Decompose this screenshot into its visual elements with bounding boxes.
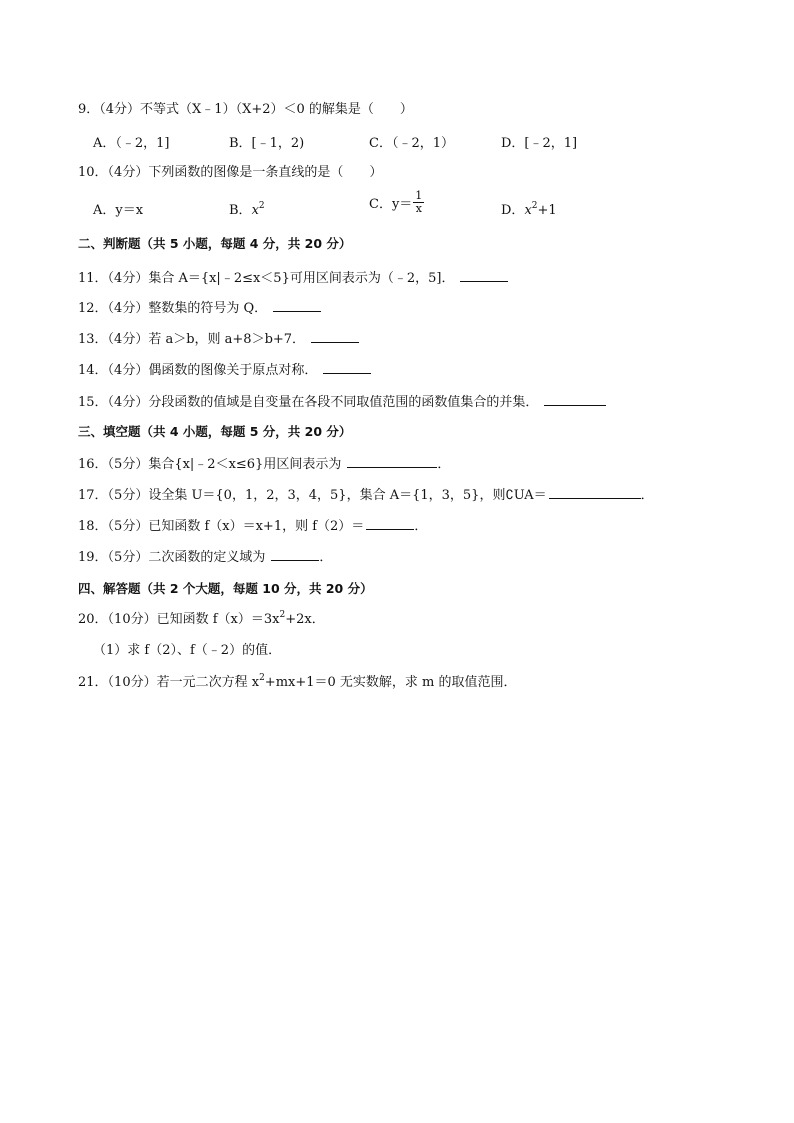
question-15: 15．（4分）分段函数的值域是自变量在各段不同取值范围的函数值集合的并集． <box>78 393 606 412</box>
question-10-stem: 10．（4分）下列函数的图像是一条直线的是（ ） <box>78 165 383 180</box>
answer-blank[interactable] <box>347 455 437 468</box>
question-17: 17．（5分）设全集 U＝{0，1，2，3，4，5}，集合 A＝{1，3，5}，则∁UA＝ ． <box>78 488 654 503</box>
question-16: 16．（5分）集合{x|﹣2＜x≤6}用区间表示为 ． <box>78 457 451 472</box>
answer-blank[interactable] <box>323 361 371 374</box>
question-9-option-a: A．（﹣2，1] <box>93 136 170 151</box>
fraction-one-over-x: $\frac{1}{x}$ <box>415 189 423 215</box>
answer-blank[interactable] <box>271 548 319 561</box>
answer-blank[interactable] <box>549 486 641 499</box>
question-9-stem: 9．（4分）不等式（X﹣1）（X+2）＜0 的解集是（ ） <box>78 102 413 117</box>
answer-blank[interactable] <box>311 330 359 343</box>
answer-blank[interactable] <box>544 393 606 406</box>
answer-blank[interactable] <box>273 299 321 312</box>
answer-blank[interactable] <box>460 269 508 282</box>
section-2-heading: 二、判断题（共 5 小题，每题 4 分，共 20 分） <box>78 236 352 251</box>
section-3-heading: 三、填空题（共 4 小题，每题 5 分，共 20 分） <box>78 424 352 439</box>
question-9-option-c: C．（﹣2，1） <box>369 136 454 151</box>
question-20-subquestion-1: （1）求 f（2）、f（﹣2）的值． <box>93 643 282 658</box>
section-4-heading: 四、解答题（共 2 个大题，每题 10 分，共 20 分） <box>78 581 373 596</box>
question-10-option-b: B．$x^2$ <box>229 201 265 218</box>
question-21-stem: 21．（10分）若一元二次方程 $x^2+mx+1=0$ 无实数解，求 m 的取值范围． <box>78 673 517 690</box>
question-9-option-d: D．[﹣2，1] <box>501 136 578 151</box>
question-11: 11．（4分）集合 A＝{x|﹣2≤x＜5}可用区间表示为（﹣2，5]． <box>78 269 508 288</box>
question-18: 18．（5分）已知函数 f（x）＝x+1，则 f（2）＝ ． <box>78 519 428 534</box>
question-12: 12．（4分）整数集的符号为 Q． <box>78 299 321 318</box>
question-10-option-d: D．$x^2+1$ <box>501 201 557 218</box>
question-13: 13．（4分）若 a＞b，则 a+8＞b+7． <box>78 330 359 349</box>
question-10-option-c: C．y＝ $\frac{1}{x}$ <box>369 189 423 215</box>
answer-blank[interactable] <box>366 517 414 530</box>
question-14: 14．（4分）偶函数的图像关于原点对称． <box>78 361 371 380</box>
question-10-option-a: A．y＝x <box>93 203 144 218</box>
question-9-option-b: B．[﹣1，2) <box>229 136 305 151</box>
question-19: 19．（5分）二次函数的定义域为 ． <box>78 550 333 565</box>
question-20-stem: 20．（10分）已知函数 $f(x)=3x^2+2x$． <box>78 610 325 627</box>
